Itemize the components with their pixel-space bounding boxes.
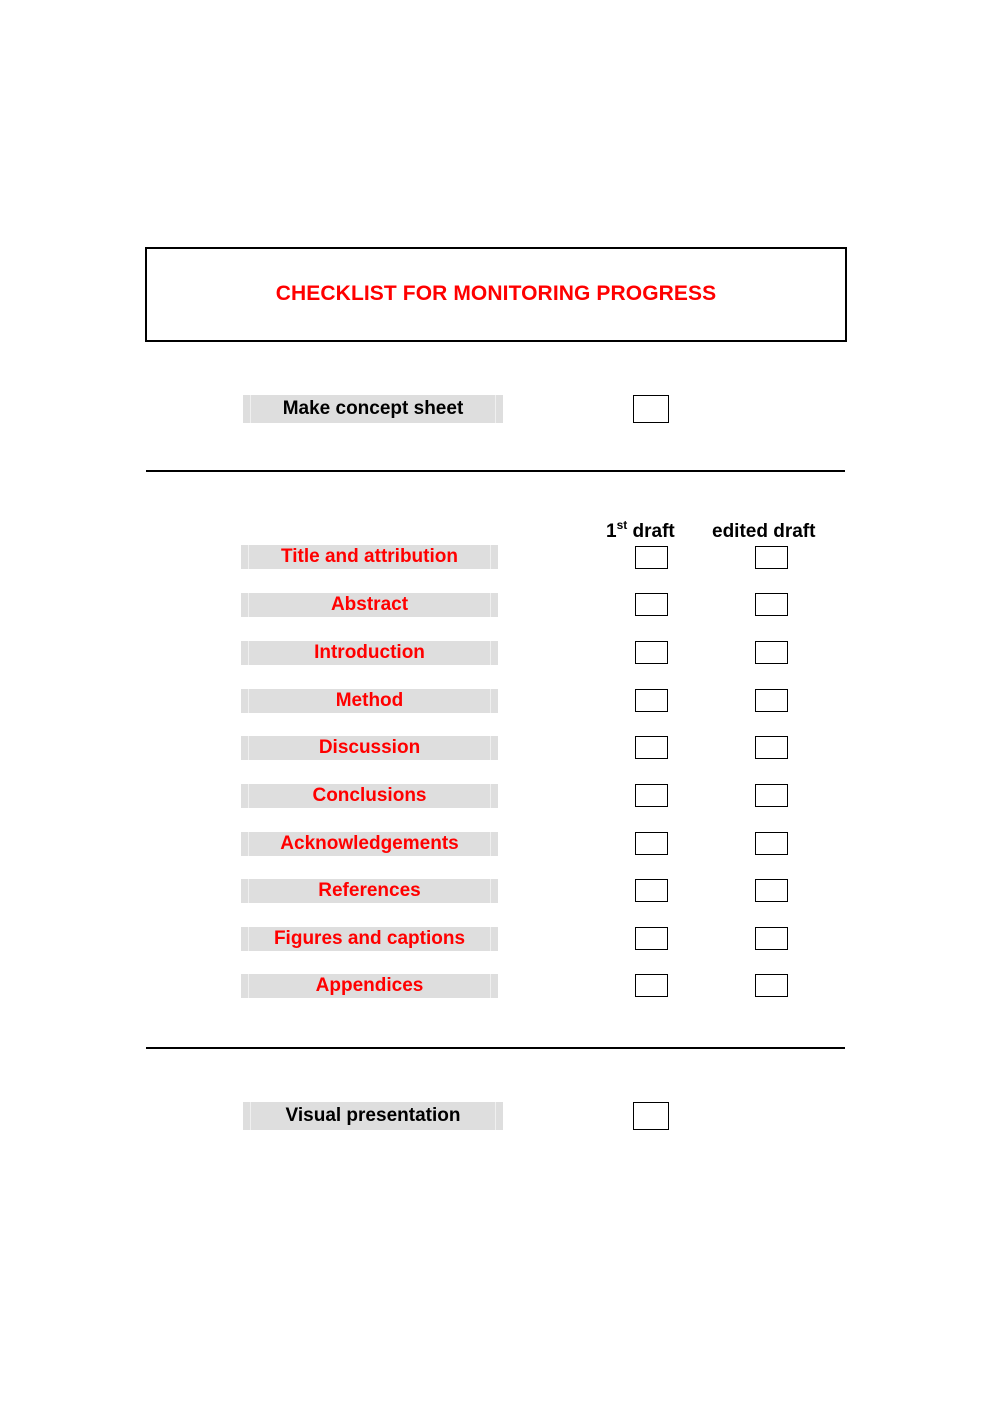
edited-draft-checkbox[interactable] [755, 927, 788, 950]
first-draft-number: 1 [606, 521, 617, 542]
visual-presentation-label: Visual presentation [243, 1102, 503, 1130]
edited-draft-checkbox[interactable] [755, 736, 788, 759]
first-draft-checkbox[interactable] [635, 593, 668, 616]
section-label: Title and attribution [241, 545, 498, 569]
first-draft-checkbox[interactable] [635, 736, 668, 759]
first-draft-checkbox[interactable] [635, 832, 668, 855]
first-draft-checkbox[interactable] [635, 974, 668, 997]
edited-draft-checkbox[interactable] [755, 546, 788, 569]
visual-presentation-checkbox[interactable] [633, 1102, 669, 1130]
section-label: References [241, 879, 498, 903]
section-label: Abstract [241, 593, 498, 617]
section-label: Figures and captions [241, 927, 498, 951]
first-draft-checkbox[interactable] [635, 641, 668, 664]
edited-draft-checkbox[interactable] [755, 974, 788, 997]
divider-bottom [146, 1047, 845, 1049]
page-title: CHECKLIST FOR MONITORING PROGRESS [275, 282, 717, 305]
first-draft-checkbox[interactable] [635, 784, 668, 807]
first-draft-checkbox[interactable] [635, 546, 668, 569]
section-label: Acknowledgements [241, 832, 498, 856]
section-label: Appendices [241, 974, 498, 998]
section-label: Introduction [241, 641, 498, 665]
edited-draft-checkbox[interactable] [755, 832, 788, 855]
make-concept-sheet-label: Make concept sheet [243, 395, 503, 423]
edited-draft-checkbox[interactable] [755, 641, 788, 664]
edited-draft-header: edited draft [712, 521, 816, 542]
edited-draft-checkbox[interactable] [755, 784, 788, 807]
title-box [145, 247, 847, 342]
edited-draft-checkbox[interactable] [755, 879, 788, 902]
first-draft-header [606, 518, 675, 543]
first-draft-checkbox[interactable] [635, 689, 668, 712]
section-label: Method [241, 689, 498, 713]
section-label: Conclusions [241, 784, 498, 808]
divider-top [146, 470, 845, 472]
first-draft-superscript: st [616, 518, 628, 532]
first-draft-checkbox[interactable] [635, 879, 668, 902]
edited-draft-checkbox[interactable] [755, 689, 788, 712]
section-label: Discussion [241, 736, 498, 760]
make-concept-sheet-checkbox[interactable] [633, 395, 669, 423]
first-draft-word: draft [627, 521, 675, 542]
edited-draft-checkbox[interactable] [755, 593, 788, 616]
first-draft-checkbox[interactable] [635, 927, 668, 950]
